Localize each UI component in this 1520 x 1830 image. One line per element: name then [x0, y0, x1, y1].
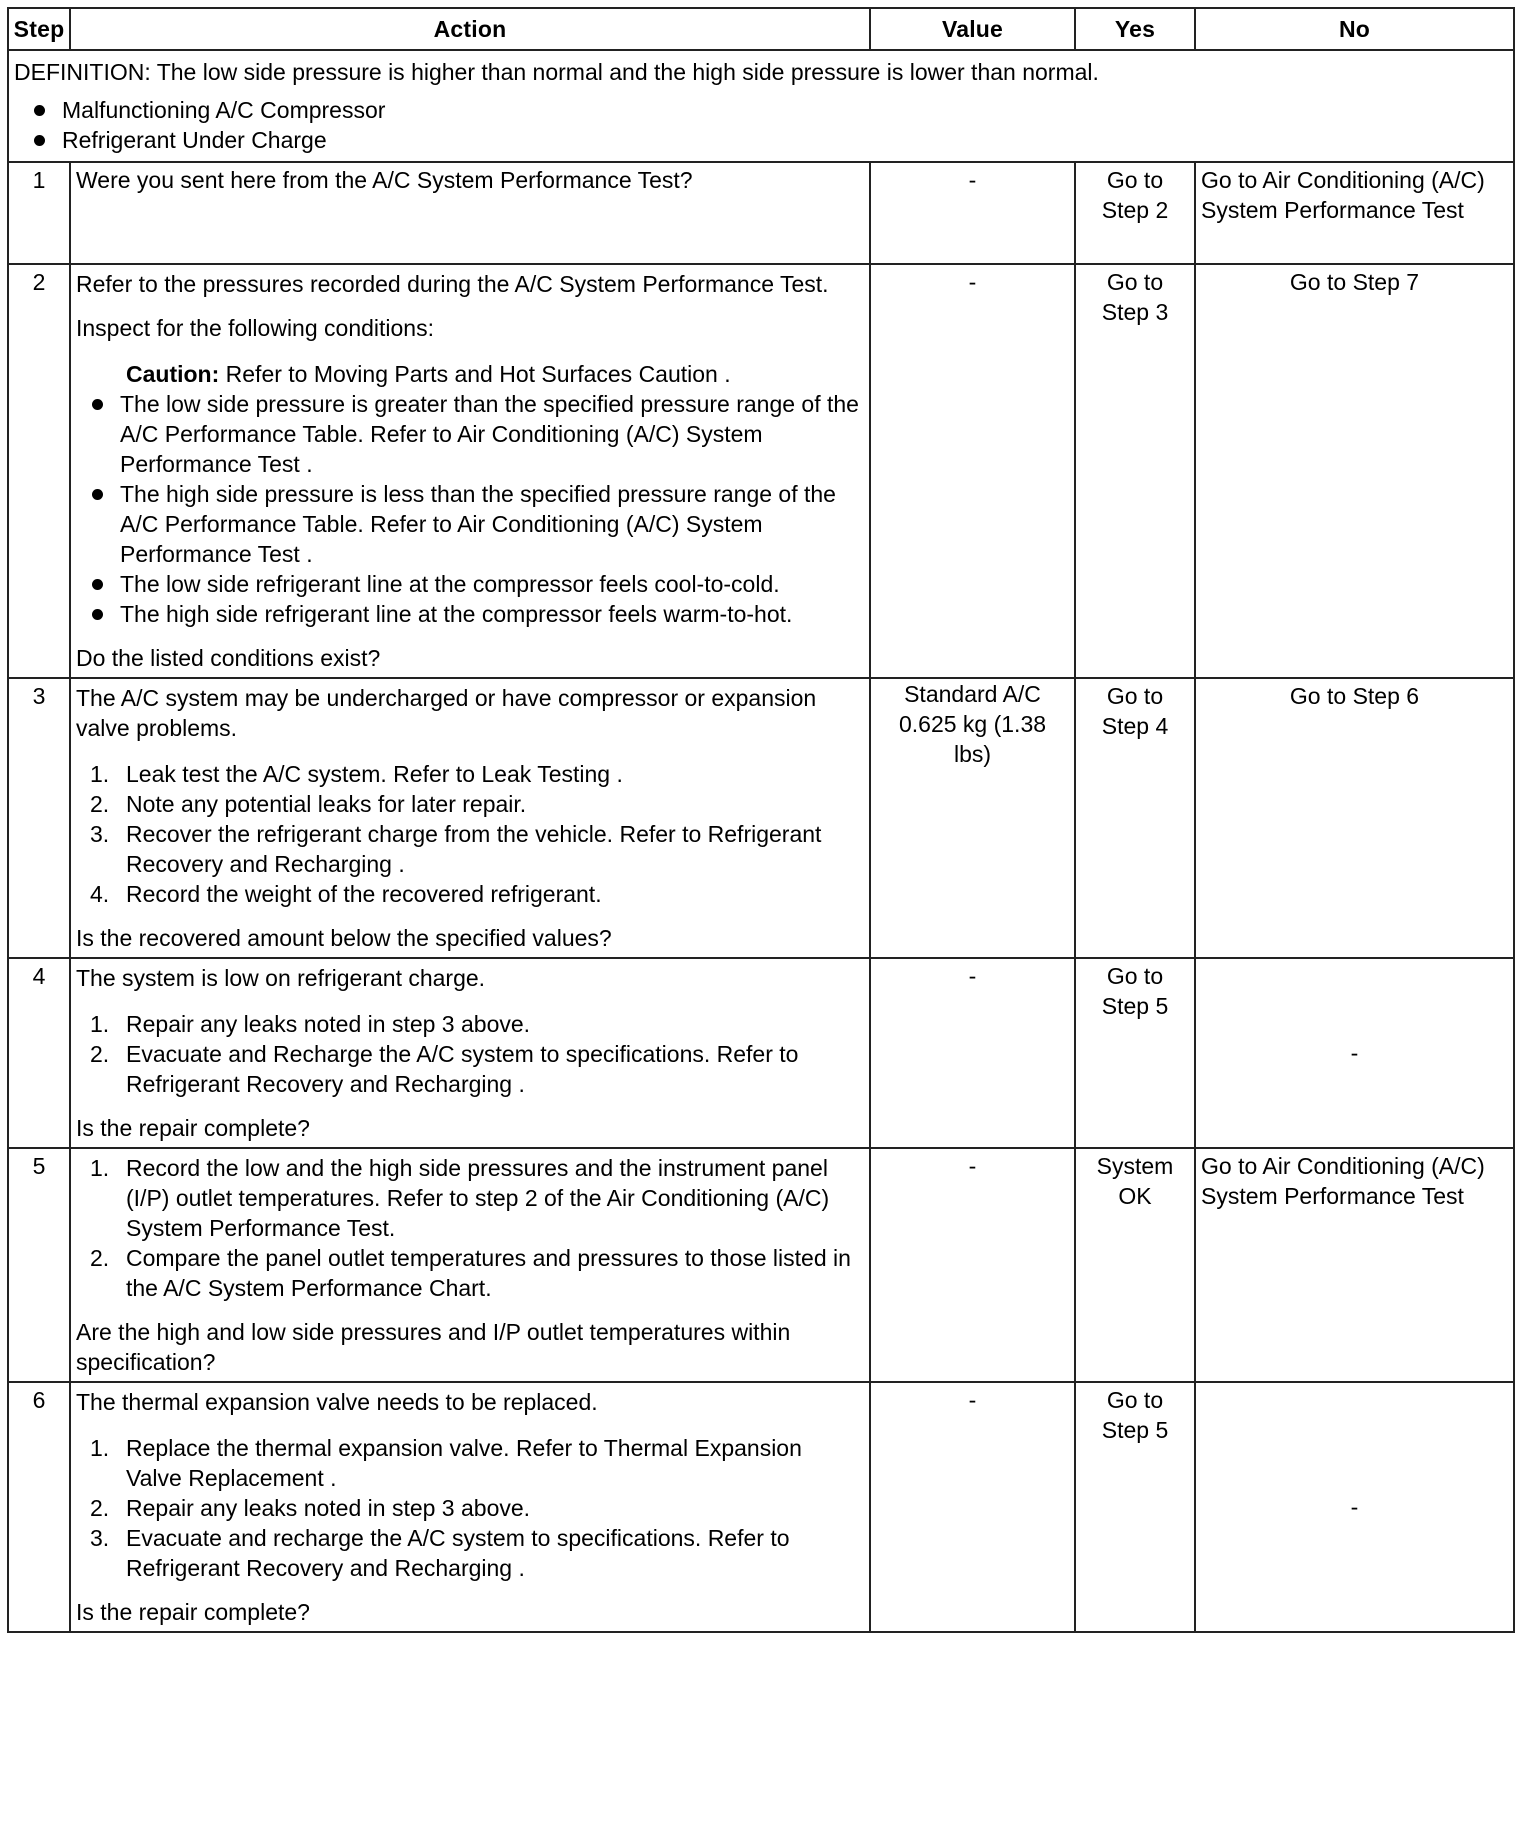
- yes-link[interactable]: Go to Step 5: [1075, 1382, 1195, 1632]
- value-cell: -: [870, 1148, 1075, 1382]
- no-value: -: [1195, 1382, 1514, 1632]
- action-intro-2: Inspect for the following conditions:: [76, 315, 434, 341]
- step-number: 2: [8, 264, 70, 678]
- yes-link[interactable]: Go to Step 4: [1075, 678, 1195, 958]
- caution-note: [76, 359, 864, 389]
- list-item: 2. Note any potential leaks for later repair.: [90, 791, 527, 817]
- list-item: The high side pressure is less than the specified pressure range of the A/C Performance Table. Refer to Air Conditioning (A/C) System Performance Test .: [76, 479, 864, 569]
- action-cell: [70, 162, 870, 264]
- step-number: 1: [8, 162, 70, 264]
- condition-list: [76, 389, 864, 629]
- header-yes: Yes: [1075, 8, 1195, 50]
- action-intro: The thermal expansion valve needs to be replaced.: [76, 1389, 598, 1415]
- yes-link[interactable]: Go to Step 2: [1075, 162, 1195, 264]
- header-action: Action: [70, 8, 870, 50]
- action-intro: Refer to the pressures recorded during the A/C System Performance Test.: [76, 271, 829, 297]
- list-item: 1. Leak test the A/C system. Refer to Leak Testing .: [90, 761, 623, 787]
- action-question: Is the repair complete?: [76, 1599, 310, 1625]
- action-question: Is the repair complete?: [76, 1115, 310, 1141]
- value-cell: -: [870, 1382, 1075, 1632]
- list-item: 2. Evacuate and Recharge the A/C system to specifications. Refer to Refrigerant Recovery and Recharging .: [90, 1041, 799, 1097]
- action-intro: The A/C system may be undercharged or have compressor or expansion valve problems.: [76, 685, 817, 741]
- action-cell: [70, 1148, 870, 1382]
- action-intro: Were you sent here from the A/C System Performance Test?: [76, 167, 693, 193]
- yes-link[interactable]: System OK: [1075, 1148, 1195, 1382]
- yes-link[interactable]: Go to Step 3: [1075, 264, 1195, 678]
- list-item: The high side refrigerant line at the compressor feels warm-to-hot.: [76, 599, 864, 629]
- list-item: The low side pressure is greater than the specified pressure range of the A/C Performance Table. Refer to Air Conditioning (A/C) System Performance Test .: [76, 389, 864, 479]
- diagnostic-table: [7, 7, 1515, 1633]
- no-link[interactable]: Go to Air Conditioning (A/C) System Performance Test: [1195, 1148, 1514, 1382]
- action-intro: The system is low on refrigerant charge.: [76, 965, 486, 991]
- header-row: [8, 8, 1514, 50]
- steps-list: [76, 759, 864, 909]
- value-line: Standard A/C: [904, 681, 1041, 707]
- action-cell: [70, 678, 870, 958]
- list-item: 4. Record the weight of the recovered refrigerant.: [90, 881, 602, 907]
- table-row: [8, 678, 1514, 958]
- yes-link[interactable]: Go to Step 5: [1075, 958, 1195, 1148]
- table-row: [8, 1382, 1514, 1632]
- definition-bullet: Malfunctioning A/C Compressor: [14, 95, 1508, 125]
- action-cell: [70, 264, 870, 678]
- step-number: 3: [8, 678, 70, 958]
- action-question: Are the high and low side pressures and I/P outlet temperatures within specification?: [76, 1319, 791, 1375]
- definition-text: DEFINITION: The low side pressure is higher than normal and the high side pressure is lower than normal.: [14, 59, 1099, 85]
- value-cell: -: [870, 162, 1075, 264]
- definition-bullets: [14, 95, 1508, 155]
- steps-list: [76, 1153, 864, 1303]
- steps-list: [76, 1433, 864, 1583]
- caution-label: Caution:: [126, 361, 220, 387]
- list-item: 2. Repair any leaks noted in step 3 above.: [90, 1495, 531, 1521]
- table-row: [8, 264, 1514, 678]
- list-item: The low side refrigerant line at the compressor feels cool-to-cold.: [76, 569, 864, 599]
- step-number: 5: [8, 1148, 70, 1382]
- action-cell: [70, 958, 870, 1148]
- value-line: 0.625 kg (1.38 lbs): [898, 711, 1047, 767]
- header-no: No: [1195, 8, 1514, 50]
- definition-bullet: Refrigerant Under Charge: [14, 125, 1508, 155]
- list-item: 2. Compare the panel outlet temperatures and pressures to those listed in the A/C System Performance Chart.: [90, 1245, 851, 1301]
- value-cell: -: [870, 264, 1075, 678]
- step-number: 4: [8, 958, 70, 1148]
- no-value: -: [1195, 958, 1514, 1148]
- action-cell: [70, 1382, 870, 1632]
- action-question: Is the recovered amount below the specified values?: [76, 925, 612, 951]
- steps-list: [76, 1009, 864, 1099]
- step-number: 6: [8, 1382, 70, 1632]
- table-row: [8, 162, 1514, 264]
- action-question: Do the listed conditions exist?: [76, 645, 381, 671]
- header-step: Step: [8, 8, 70, 50]
- value-cell: [870, 678, 1075, 958]
- list-item: 3. Recover the refrigerant charge from the vehicle. Refer to Refrigerant Recovery and Recharging .: [90, 821, 822, 877]
- list-item: 1. Repair any leaks noted in step 3 above.: [90, 1011, 531, 1037]
- diagnostic-page: [7, 7, 1513, 1823]
- header-value: Value: [870, 8, 1075, 50]
- list-item: 1. Record the low and the high side pressures and the instrument panel (I/P) outlet temperatures. Refer to step 2 of the Air Conditioning (A/C) System Performance Test.: [90, 1155, 830, 1241]
- definition-row: [8, 50, 1514, 162]
- caution-text: Refer to Moving Parts and Hot Surfaces Caution .: [225, 361, 731, 387]
- list-item: 1. Replace the thermal expansion valve. Refer to Thermal Expansion Valve Replacement .: [90, 1435, 802, 1491]
- table-row: [8, 1148, 1514, 1382]
- table-row: [8, 958, 1514, 1148]
- definition-cell: [8, 50, 1514, 162]
- list-item: 3. Evacuate and recharge the A/C system to specifications. Refer to Refrigerant Recovery and Recharging .: [90, 1525, 790, 1581]
- no-link[interactable]: Go to Step 6: [1195, 678, 1514, 958]
- value-cell: -: [870, 958, 1075, 1148]
- no-link[interactable]: Go to Air Conditioning (A/C) System Performance Test: [1195, 162, 1514, 264]
- no-link[interactable]: Go to Step 7: [1195, 264, 1514, 678]
